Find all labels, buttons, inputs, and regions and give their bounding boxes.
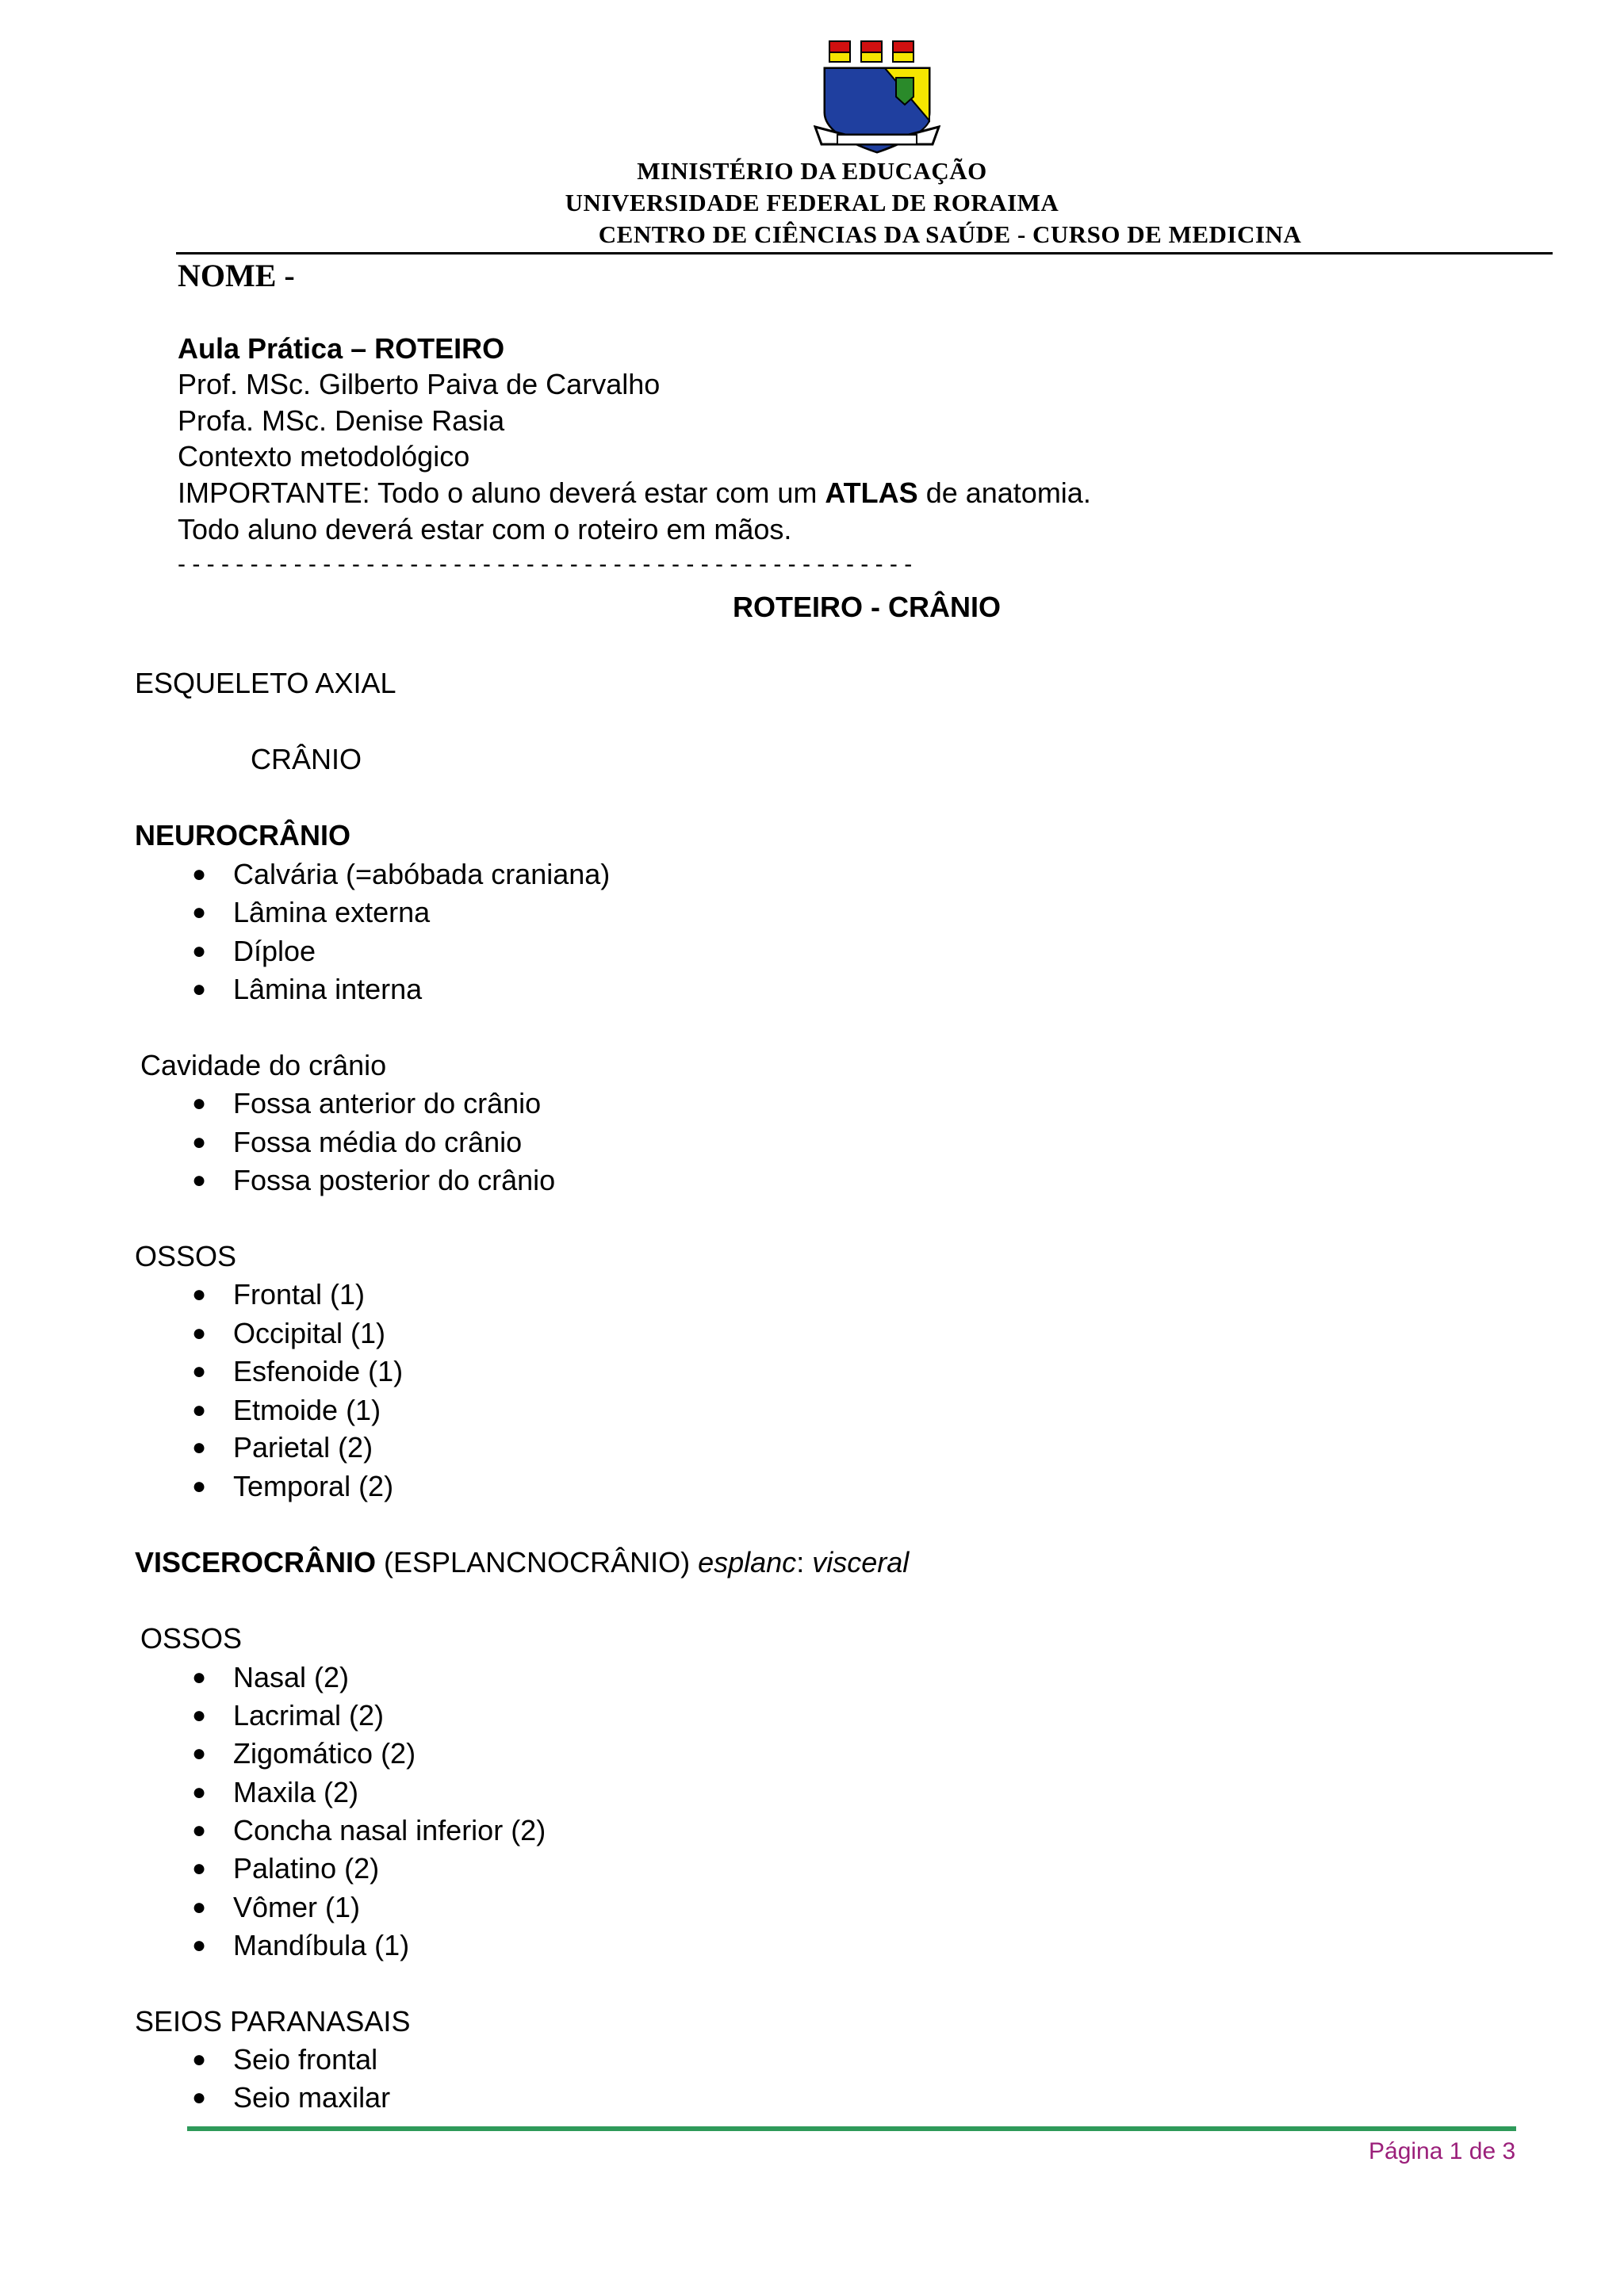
list-item: ● Lâmina externa [192,896,431,928]
ossos-title-1: OSSOS [135,1240,237,1272]
list-item: ● Temporal (2) [192,1470,394,1502]
cranio-label: CRÂNIO [251,743,362,775]
list-item: ● Frontal (1) [192,1278,366,1311]
list-item: ● Lâmina interna [192,973,423,1005]
roteiro-note: Todo aluno deverá estar com o roteiro em mãos. [178,513,792,545]
list-item: ● Maxila (2) [192,1776,359,1808]
important-text: IMPORTANTE: Todo o aluno deverá estar com um ATLAS de anatomia. [178,476,1091,509]
list-item: ● Occipital (1) [192,1317,386,1349]
header-line-1: MINISTÉRIO DA EDUCAÇÃO [637,157,987,185]
footer-divider [187,2126,1516,2131]
list-item: ● Zigomático (2) [192,1737,416,1770]
header-line-3: CENTRO DE CIÊNCIAS DA SAÚDE - CURSO DE MEDICINA [598,220,1302,248]
ossos-title-2: OSSOS [140,1622,243,1655]
list-item: ● Lacrimal (2) [192,1699,385,1732]
list-item: ● Parietal (2) [192,1431,373,1464]
viscerocranio-title: VISCEROCRÂNIO (ESPLANCNOCRÂNIO) esplanc: visceral [135,1546,910,1578]
list-item: ● Esfenoide (1) [192,1355,404,1387]
university-crest [814,33,940,160]
neurocranio-title: NEUROCRÂNIO [135,819,351,851]
prof-2: Profa. MSc. Denise Rasia [178,404,505,437]
list-item: ● Fossa anterior do crânio [192,1087,542,1119]
context-text: Contexto metodológico [178,440,470,473]
roteiro-title: ROTEIRO - CRÂNIO [733,591,1001,623]
list-item: ● Seio frontal [192,2043,378,2076]
esqueleto-axial: ESQUELETO AXIAL [135,667,396,699]
aula-title: Aula Prática – ROTEIRO [178,332,505,365]
list-item: ● Fossa média do crânio [192,1126,523,1158]
list-item: ● Calvária (=abóbada craniana) [192,858,611,890]
dashed-separator: - - - - - - - - - - - - - - - - - - - - - - - - - - - - - - - - - - - - - - - - - - - - - - - - - - - [178,551,913,577]
header-line-2: UNIVERSIDADE FEDERAL DE RORAIMA [565,189,1059,216]
prof-1: Prof. MSc. Gilberto Paiva de Carvalho [178,368,661,400]
list-item: ● Mandíbula (1) [192,1929,410,1961]
list-item: ● Palatino (2) [192,1852,380,1885]
nome-label: NOME - [178,258,295,293]
seios-title: SEIOS PARANASAIS [135,2005,411,2038]
list-item: ● Fossa posterior do crânio [192,1164,556,1196]
list-item: ● Díploe [192,935,316,967]
crest-icon [814,33,940,160]
list-item: ● Nasal (2) [192,1661,350,1693]
cavidade-title: Cavidade do crânio [140,1049,387,1081]
page-number: Página 1 de 3 [1369,2138,1516,2164]
list-item: ● Concha nasal inferior (2) [192,1814,546,1846]
list-item: ● Seio maxilar [192,2081,391,2114]
list-item: ● Vômer (1) [192,1891,361,1923]
list-item: ● Etmoide (1) [192,1394,381,1426]
header-divider [176,252,1553,254]
